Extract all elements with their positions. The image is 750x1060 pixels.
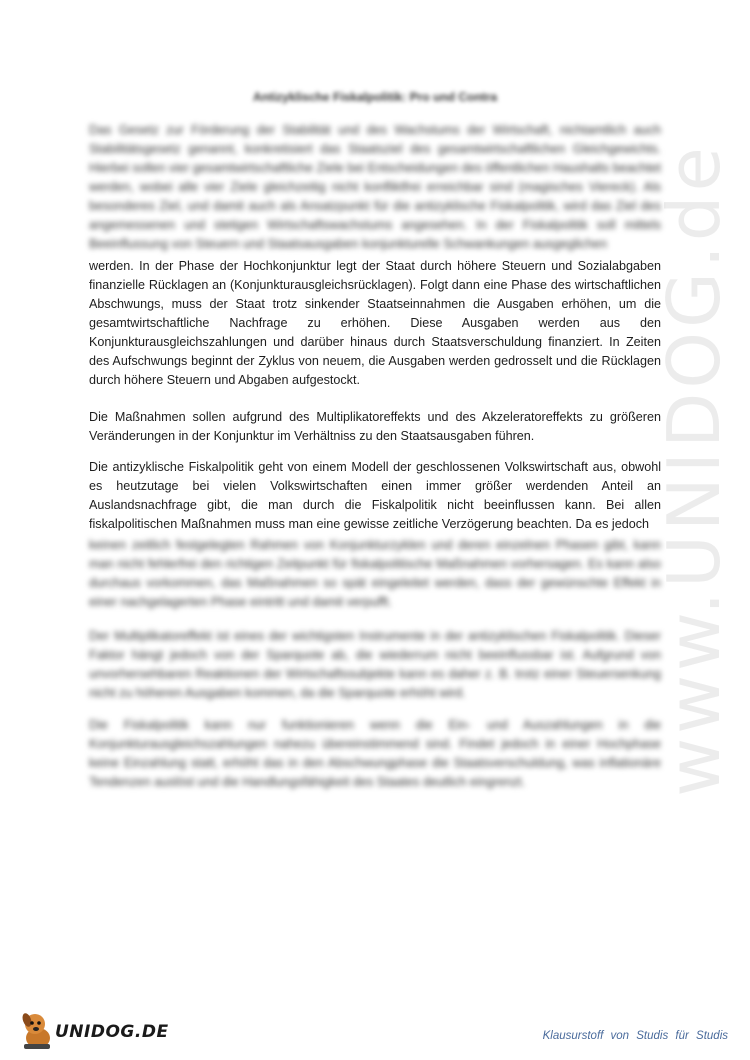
paragraph-3-blurred: keinen zeitlich festgelegten Rahmen von Konjunkturzyklen und deren einzelnen Phasen gibt, kann man nicht fehlerfrei den richtigen Zeitpunkt für fiskalpolitische Maßnahmen vorhersagen. Es kann also durchaus vorkommen, das Maßnahmen so spät eingeleitet werden, dass der gewünschte Effekt in einer nachgelagerten Phase eintritt und damit verpufft. <box>89 538 661 609</box>
watermark-text: www.UNIDOG.de <box>652 143 736 797</box>
paragraph-5-blurred: Die Fiskalpolitik kann nur funktionieren wenn die Ein- und Auszahlungen in die Konjunkturausgleichszahlungen nahezu übereinstimmend sind. Findet jedoch in einer Hochphase keine Einzahlung statt, erhöht das in den Abschwungphase die Staatsverschuldung, was inflationäre Tendenzen auslöst und die Handlungsfähigkeit des Staates deutlich eingrenzt. <box>89 718 661 789</box>
logo-text: UNIDOG.DE <box>55 1022 169 1042</box>
footer-tagline: Klausurstoff von Studis für Studis <box>542 1030 728 1042</box>
dog-mascot-icon <box>20 1008 56 1052</box>
paragraph-2: Die Maßnahmen sollen aufgrund des Multiplikatoreffekts und des Akzeleratoreffekts zu größeren Veränderungen in der Konjunktur im Verhältniss zu den Staatsausgaben führen. <box>89 410 661 443</box>
paragraph-1-visible: werden. In der Phase der Hochkonjunktur legt der Staat durch höhere Steuern und Sozialabgaben finanzielle Rücklagen an (Konjunkturausgleichsrücklagen). Folgt dann eine Phase des wirtschaftlichen Abschwungs, muss der Staat trotz sinkender Staatseinnahmen die Ausgaben erhöhen, um die gesamtwirtschaftliche Nachfrage zu erhöhen. Diese Ausgaben werden aus den Konjunkturausgleichszahlungen und darüber hinaus durch Staatsverschuldung finanziert. In Zeiten des Aufschwungs beginnt der Zyklus von neuem, die Ausgaben werden gedrosselt und die Rücklagen durch höhere Steuern und Abgaben aufgestockt. <box>89 259 661 387</box>
paragraph-1-blurred-clip <box>0 118 750 256</box>
paragraph-3-visible: Die antizyklische Fiskalpolitik geht von einem Modell der geschlossenen Volkswirtschaft aus, obwohl es heutzutage bei vielen Volkswirtschaften einen immer größer werdenden Anteil an Auslandsnachfrage gibt, die man durch die Fiskalpolitik nicht beeinflussen kann. Bei allen fiskalpolitischen Maßnahmen muss man eine gewisse zeitliche Verzögerung beachten. Da es jedoch <box>89 460 661 531</box>
paragraph-4-blurred: Der Multiplikatoreffekt ist eines der wichtigsten Instrumente in der antizyklischen Fiskalpolitik. Dieser Faktor hängt jedoch von der Sparquote ab, die wiederrum nicht beeinflussbar ist. Aufgrund von unvorhersehbaren Reaktionen der Wirtschaftssubjekte kann es daher z. B. trotz einer Steuersenkung nicht zu höheren Ausgaben kommen, da die Sparquote erhöht wird. <box>89 629 661 700</box>
unidog-logo <box>20 1008 200 1052</box>
document-title: Antizyklische Fiskalpolitik: Pro und Contra <box>252 90 498 104</box>
paragraph-1-blurred: Das Gesetz zur Förderung der Stabilität und des Wachstums der Wirtschaft, nichtamtlich auch Stabilitätsgesetz genannt, konkretisiert das Staatsziel des gesamtwirtschaftlichen Gleichgewichts. Hierbei sollen vier gesamtwirtschaftliche Ziele bei Entscheidungen des öffentlichen Haushalts beachtet werden, wobei alle vier Ziele gleichzeitig nicht konfliktfrei erreichbar sind (magisches Viereck). Als besonderes Ziel, und damit auch als Ansatzpunkt für die antizyklische Fiskalpolitik, wird das Ziel des angemessenen und stetigen Wirtschaftswachstums angesehen. In der Fiskalpolitik soll mittels Beeinflussung von Steuern und Staatsausgaben konjunkturelle Schwankungen ausgeglichen <box>89 123 661 251</box>
